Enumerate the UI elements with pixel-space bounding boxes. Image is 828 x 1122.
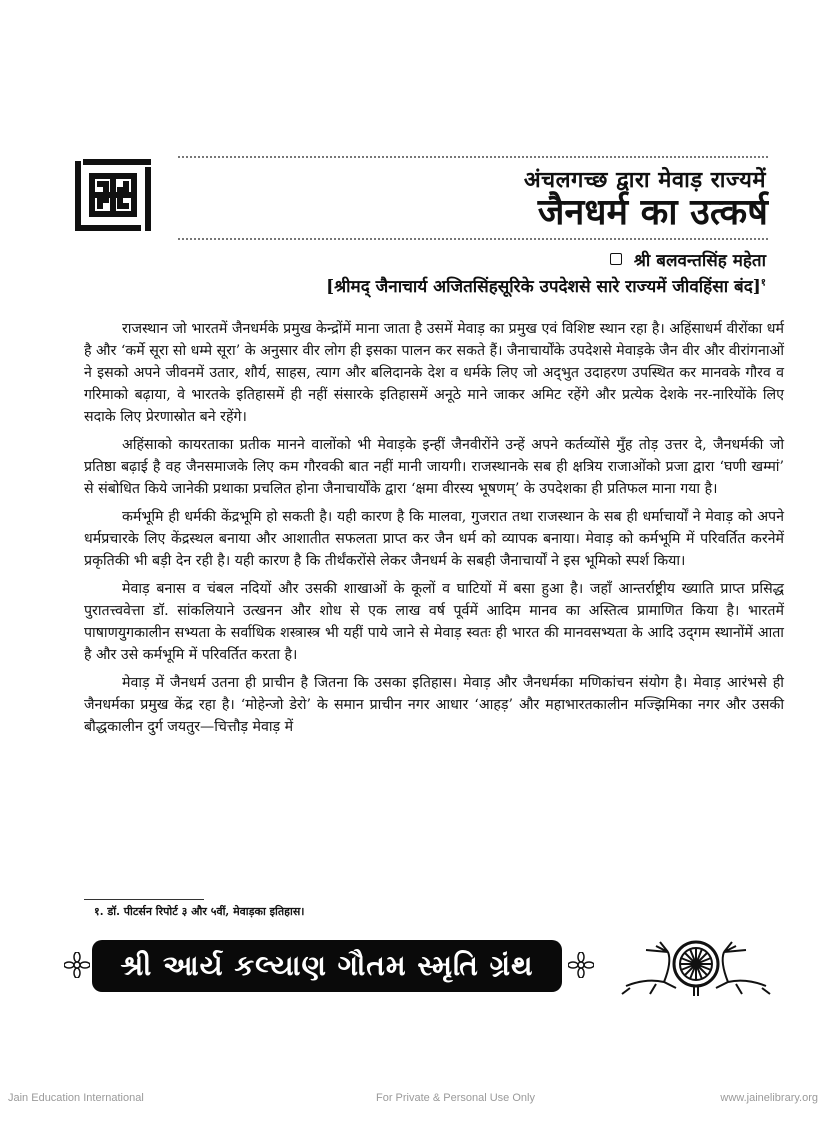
footnote-rule — [84, 899, 204, 900]
footnote: १. डॉ. पीटर्सन रिपोर्ट ३ और ५वीं, मेवाड़का इतिहास। — [94, 905, 305, 918]
author-line — [610, 248, 766, 271]
footer-website-link[interactable]: www.jainelibrary.org — [720, 1092, 818, 1104]
flower-ornament-icon — [64, 952, 90, 978]
paragraph: मेवाड़ बनास व चंबल नदियों और उसकी शाखाओं के कूलों व घाटियों में बसा हुआ है। जहाँ आन्तर्राष्ट्रीय ख्याति प्राप्त प्रसिद्ध पुरातत्त्ववेत्ता डॉ. सांकलियाने उत्खनन और शोध से एक लाख वर्ष पूर्वमें आदिम मानव का अस्तित्व प्रामाणित किया है। भारतमें पाषाणयुगकालीन सभ्यता के सर्वाधिक शस्त्रास्त्र भी यहीं पाये जाने से मेवाड़ स्वतः ही भारत की मानवसभ्यता के आदि उद्‌गम स्थानोंमें आता है और उसे कर्मभूमि में परिवर्तित करता है। — [84, 581, 784, 663]
author-name: श्री बलवन्तसिंह महेता — [633, 251, 766, 271]
article-title: जैनधर्म का उत्कर्ष — [537, 192, 768, 233]
footer-publisher: Jain Education International — [8, 1092, 144, 1104]
dharma-chakra-deer-emblem-icon — [616, 938, 776, 996]
article-subheading — [326, 274, 766, 297]
subheading-text: [श्रीमद् जैनाचार्य अजितसिंहसूरिके उपदेशसे सारे राज्यमें जीवहिंसा बंद] — [326, 277, 761, 297]
footer-usage-note: For Private & Personal Use Only — [376, 1092, 535, 1104]
banner-title: શ્રી આર્ય કલ્યાણ ગૌતમ સ્મૃતિ ગ્રંથ — [92, 940, 562, 992]
swastika-ornament-icon — [72, 156, 154, 234]
square-bullet-icon — [610, 253, 622, 265]
article-body — [84, 318, 784, 744]
paragraph: मेवाड़ में जैनधर्म उतना ही प्राचीन है जितना कि उसका इतिहास। मेवाड़ और जैनधर्मका मणिकांचन संयोग है। मेवाड़ आरंभसे ही जैनधर्मका प्रमुख केंद्र रहा है। ‘मोहेन्जो डेरो’ के समान प्राचीन नगर आधार ‘आहड़’ और महाभारतकालीन मज्झिमिका नगर और उसकी बौद्धकालीन दुर्ग जयतुर—चित्तौड़ मेवाड़ में — [84, 675, 784, 735]
header-rule-bottom — [178, 238, 768, 240]
footnote-marker: १ — [760, 277, 766, 289]
article-subtitle: अंचलगच्छ द्वारा मेवाड़ राज्यमें — [523, 168, 766, 193]
paragraph: राजस्थान जो भारतमें जैनधर्मके प्रमुख केन्द्रोंमें माना जाता है उसमें मेवाड़ का प्रमुख एवं विशिष्ट स्थान रहा है। अहिंसाधर्म वीरोंका धर्म है और ‘कर्मे सूरा सो धम्मे सूरा’ के अनुसार वीर लोग ही इसका पालन कर सकते हैं। जैनाचार्योंके उपदेशसे मेवाड़के जैन वीर और वीरांगनाओं ने इसको अपने जीवनमें उतार, शौर्य, साहस, त्याग और बलिदानके देश व धर्मके लिए जो अद्‌भुत उदाहरण उपस्थित कर मानवके गौरव व गरिमाको बढ़ाया, वे भारतके इतिहासमें ही नहीं संसारके इतिहासमें अनूठे माने जाकर अमिट रहेंगे और प्रत्येक देशके नर-नारियोंके लिए सदाके लिए प्रेरणास्रोत बने रहेंगे। — [84, 321, 784, 425]
paragraph: कर्मभूमि ही धर्मकी केंद्रभूमि हो सकती है। यही कारण है कि मालवा, गुजरात तथा राजस्थान के सब ही धर्माचार्यों ने मेवाड़ को अपने धर्मप्रचारके लिए केंद्रस्थल बनाया और आशातीत सफलता प्राप्त कर जैन धर्म को व्यापक बनाया। मेवाड़ को कर्मभूमि में परिवर्तित करनेमें प्रकृतिकी भी बड़ी देन रही है। यही कारण है कि तीर्थंकरोंसे लेकर जैनधर्म के सबही जैनाचार्यों ने इस भूमिको स्पर्श किया। — [84, 509, 784, 569]
header-rule-top — [178, 156, 768, 158]
flower-ornament-icon — [568, 952, 594, 978]
paragraph: अहिंसाको कायरताका प्रतीक मानने वालोंको भी मेवाड़के इन्हीं जैनवीरोंने उन्हें अपने कर्तव्योंसे मुँह तोड़ उत्तर दे, जैनधर्मकी जो प्रतिष्ठा बढ़ाई है वह जैनसमाजके लिए कम गौरवकी बात नहीं मानी जायगी। राजस्थानके सब ही क्षत्रिय राजाओंको प्रजा द्वारा ‘घणी खम्मां’ से संबोधित किये जानेकी प्रथाका प्रचलित होना जैनाचार्योंके द्वारा ‘क्षमा वीरस्य भूषणम्’ के उपदेशका ही प्रतिफल माना गया है। — [84, 437, 784, 497]
book-banner — [64, 938, 764, 996]
